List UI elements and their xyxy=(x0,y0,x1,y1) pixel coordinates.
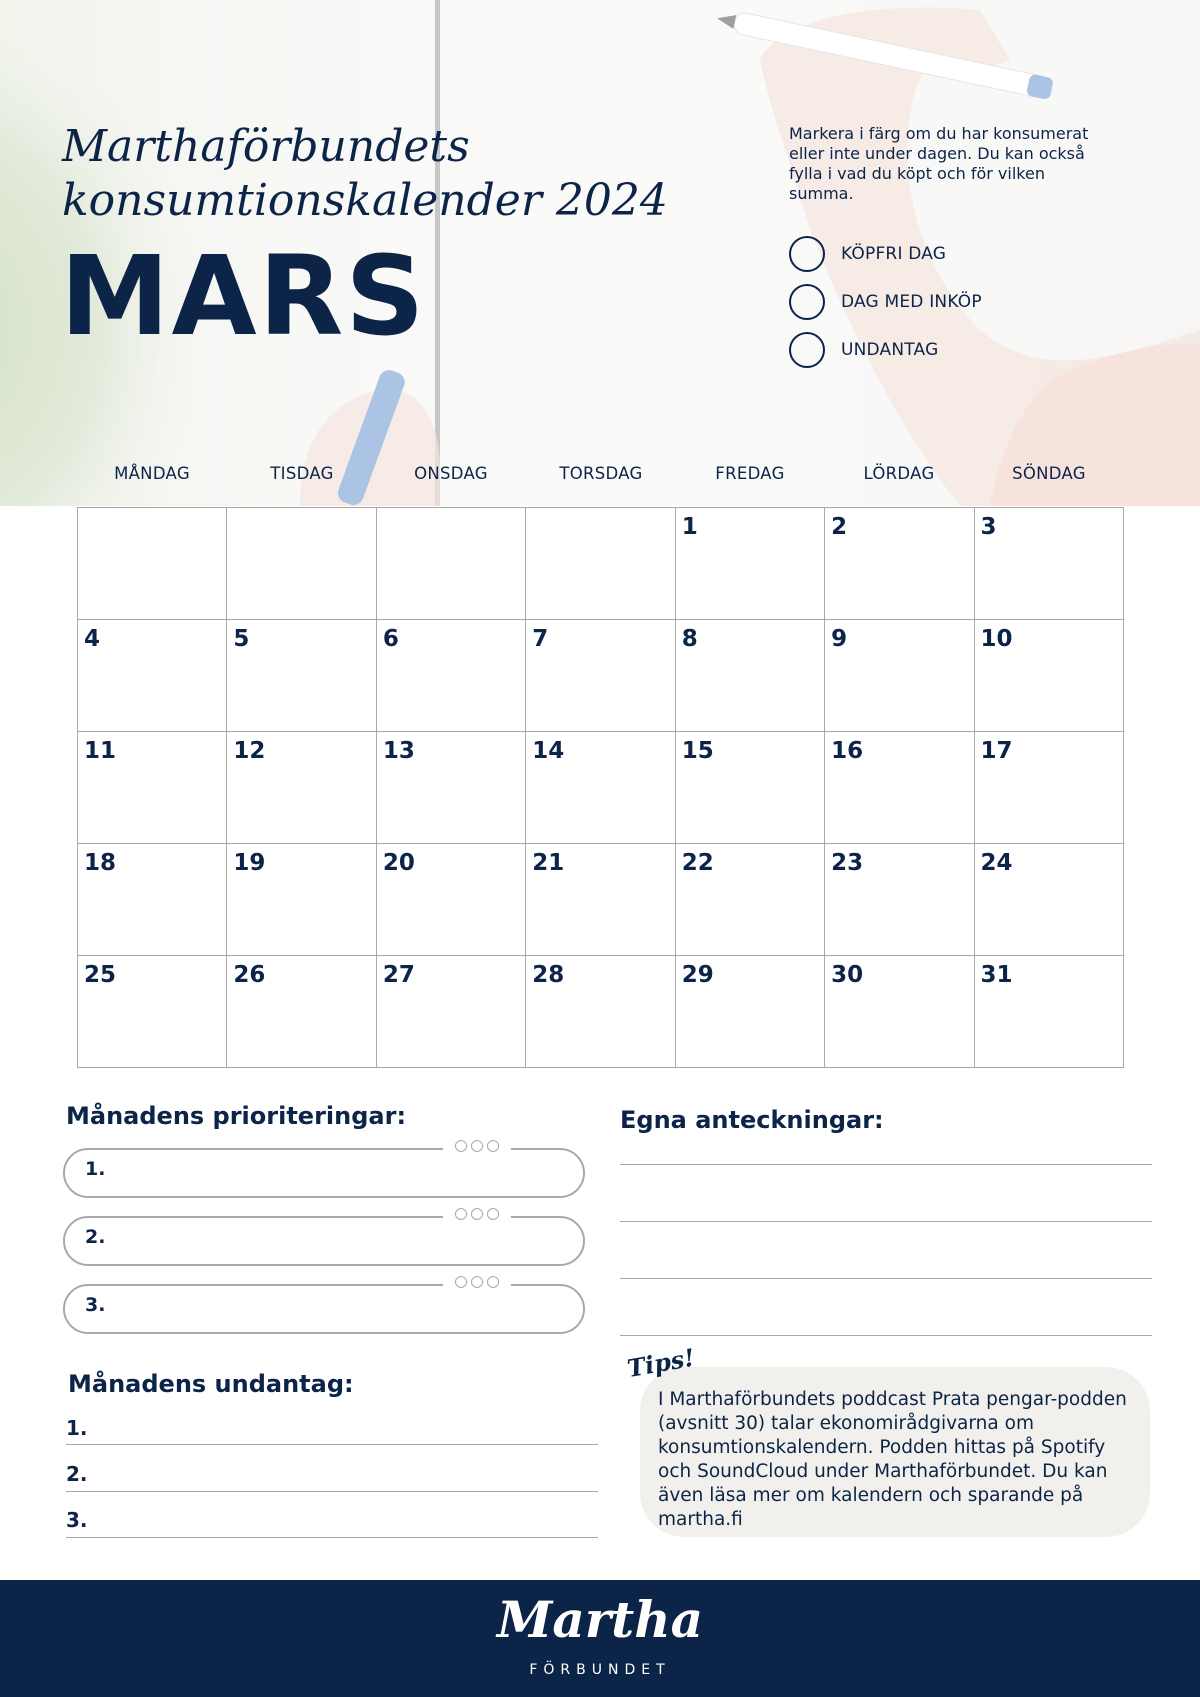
day-number xyxy=(377,508,525,514)
legend-item-kopfri xyxy=(789,235,946,273)
tips-label: Tips! xyxy=(624,1342,697,1383)
day-cell[interactable] xyxy=(675,620,824,732)
day-number: 2 xyxy=(831,514,848,540)
priority-number: 3. xyxy=(85,1294,106,1316)
day-number: 4 xyxy=(84,626,101,652)
priority-field-3[interactable] xyxy=(63,1284,585,1334)
day-cell[interactable] xyxy=(376,732,525,844)
day-number: 23 xyxy=(831,850,864,876)
day-number: 7 xyxy=(532,626,549,652)
priority-field-2[interactable] xyxy=(63,1216,585,1266)
exception-line-2[interactable] xyxy=(66,1491,598,1492)
day-cell[interactable] xyxy=(974,844,1123,956)
day-number: 22 xyxy=(681,850,714,876)
day-number: 8 xyxy=(681,626,698,652)
weekday-saturday: LÖRDAG xyxy=(863,464,935,483)
notes-line-4[interactable] xyxy=(620,1335,1152,1336)
day-number: 31 xyxy=(980,962,1013,988)
exception-line-3[interactable] xyxy=(66,1537,598,1538)
exception-number: 2. xyxy=(66,1462,88,1486)
day-number: 28 xyxy=(532,962,565,988)
exception-number: 1. xyxy=(66,1416,88,1440)
weekday-monday: MÅNDAG xyxy=(114,464,190,483)
day-cell[interactable] xyxy=(675,508,824,620)
day-number: 26 xyxy=(233,962,266,988)
day-cell[interactable] xyxy=(974,732,1123,844)
day-number: 16 xyxy=(831,738,864,764)
priority-number: 1. xyxy=(85,1158,106,1180)
day-number: 13 xyxy=(382,738,415,764)
weekday-wednesday: ONSDAG xyxy=(414,464,488,483)
tips-text: I Marthaförbundets poddcast Prata pengar-podden (avsnitt 30) talar ekonomirådgivarna om konsumtionskalendern. Podden hittas på Spotify och SoundCloud under Marthaförbundet. Du kan även läsa mer om kalendern och sparande på martha.fi xyxy=(658,1389,1127,1530)
day-number xyxy=(526,508,674,514)
day-cell[interactable] xyxy=(526,844,675,956)
circle-icon xyxy=(789,236,825,272)
day-cell[interactable] xyxy=(974,508,1123,620)
day-number: 19 xyxy=(233,850,266,876)
circle-icon xyxy=(789,284,825,320)
day-cell[interactable] xyxy=(376,508,525,620)
day-number: 9 xyxy=(831,626,848,652)
day-number: 15 xyxy=(681,738,714,764)
day-cell[interactable] xyxy=(675,844,824,956)
day-number: 10 xyxy=(980,626,1013,652)
day-number: 25 xyxy=(84,962,117,988)
calendar-title xyxy=(62,120,668,228)
day-number: 24 xyxy=(980,850,1013,876)
day-cell[interactable] xyxy=(78,508,227,620)
day-cell[interactable] xyxy=(675,732,824,844)
title-line-2: konsumtionskalender 2024 xyxy=(62,175,668,226)
weekday-tuesday: TISDAG xyxy=(270,464,334,483)
dots-icon xyxy=(443,1140,511,1152)
day-number: 12 xyxy=(233,738,266,764)
day-cell[interactable] xyxy=(78,956,227,1068)
day-number: 1 xyxy=(681,514,698,540)
title-line-1: Marthaförbundets xyxy=(62,121,470,172)
calendar-grid xyxy=(77,507,1124,1068)
calendar-week xyxy=(78,620,1124,732)
day-number xyxy=(78,508,226,514)
calendar-week xyxy=(78,732,1124,844)
martha-logo: Martha xyxy=(497,1590,703,1649)
day-number: 18 xyxy=(84,850,117,876)
day-cell[interactable] xyxy=(227,844,376,956)
exception-line-1[interactable] xyxy=(66,1444,598,1445)
day-cell[interactable] xyxy=(78,732,227,844)
day-number xyxy=(227,508,375,514)
day-number: 6 xyxy=(382,626,399,652)
day-number: 30 xyxy=(831,962,864,988)
day-number: 3 xyxy=(980,514,997,540)
calendar-week xyxy=(78,844,1124,956)
martha-logo-subtext: FÖRBUNDET xyxy=(529,1662,671,1678)
day-cell[interactable] xyxy=(526,620,675,732)
day-number: 5 xyxy=(233,626,250,652)
legend-item-inkop xyxy=(789,283,982,321)
priority-number: 2. xyxy=(85,1226,106,1248)
weekday-friday: FREDAG xyxy=(715,464,785,483)
day-cell[interactable] xyxy=(675,956,824,1068)
notes-line-1[interactable] xyxy=(620,1164,1152,1165)
dots-icon xyxy=(443,1208,511,1220)
calendar-week xyxy=(78,508,1124,620)
month-name: MARS xyxy=(60,232,427,360)
circle-icon xyxy=(789,332,825,368)
weekday-thursday: TORSDAG xyxy=(559,464,643,483)
weekday-sunday: SÖNDAG xyxy=(1012,464,1086,483)
day-cell[interactable] xyxy=(974,956,1123,1068)
day-cell[interactable] xyxy=(526,732,675,844)
notes-line-3[interactable] xyxy=(620,1278,1152,1279)
priority-field-1[interactable] xyxy=(63,1148,585,1198)
day-cell[interactable] xyxy=(376,844,525,956)
priorities-heading: Månadens prioriteringar: xyxy=(66,1102,407,1130)
day-cell[interactable] xyxy=(825,956,974,1068)
day-cell[interactable] xyxy=(526,956,675,1068)
day-cell[interactable] xyxy=(974,620,1123,732)
legend-label: KÖPFRI DAG xyxy=(841,244,947,264)
day-cell[interactable] xyxy=(526,508,675,620)
day-cell[interactable] xyxy=(227,620,376,732)
day-number: 21 xyxy=(532,850,565,876)
day-cell[interactable] xyxy=(825,844,974,956)
day-cell[interactable] xyxy=(376,956,525,1068)
legend-label: DAG MED INKÖP xyxy=(841,292,982,312)
day-number: 27 xyxy=(382,962,415,988)
exceptions-heading: Månadens undantag: xyxy=(68,1370,354,1398)
footer xyxy=(0,1580,1200,1697)
day-cell[interactable] xyxy=(376,620,525,732)
legend-instruction: Markera i färg om du har konsumerat eller inte under dagen. Du kan också fylla i vad du köpt och för vilken summa. xyxy=(789,124,1089,203)
day-cell[interactable] xyxy=(78,844,227,956)
day-number: 29 xyxy=(681,962,714,988)
day-cell[interactable] xyxy=(227,508,376,620)
calendar-week xyxy=(78,956,1124,1068)
legend-item-undantag xyxy=(789,331,938,369)
exception-number: 3. xyxy=(66,1508,88,1532)
day-number: 11 xyxy=(84,738,117,764)
day-cell[interactable] xyxy=(825,732,974,844)
weekday-header-row xyxy=(77,464,1124,488)
day-cell[interactable] xyxy=(825,508,974,620)
day-cell[interactable] xyxy=(825,620,974,732)
day-number: 17 xyxy=(980,738,1013,764)
day-number: 14 xyxy=(532,738,565,764)
notes-line-2[interactable] xyxy=(620,1221,1152,1222)
day-cell[interactable] xyxy=(78,620,227,732)
dots-icon xyxy=(443,1276,511,1288)
notes-heading: Egna anteckningar: xyxy=(620,1106,884,1134)
day-number: 20 xyxy=(382,850,415,876)
day-cell[interactable] xyxy=(227,956,376,1068)
day-cell[interactable] xyxy=(227,732,376,844)
legend-label: UNDANTAG xyxy=(841,340,939,360)
